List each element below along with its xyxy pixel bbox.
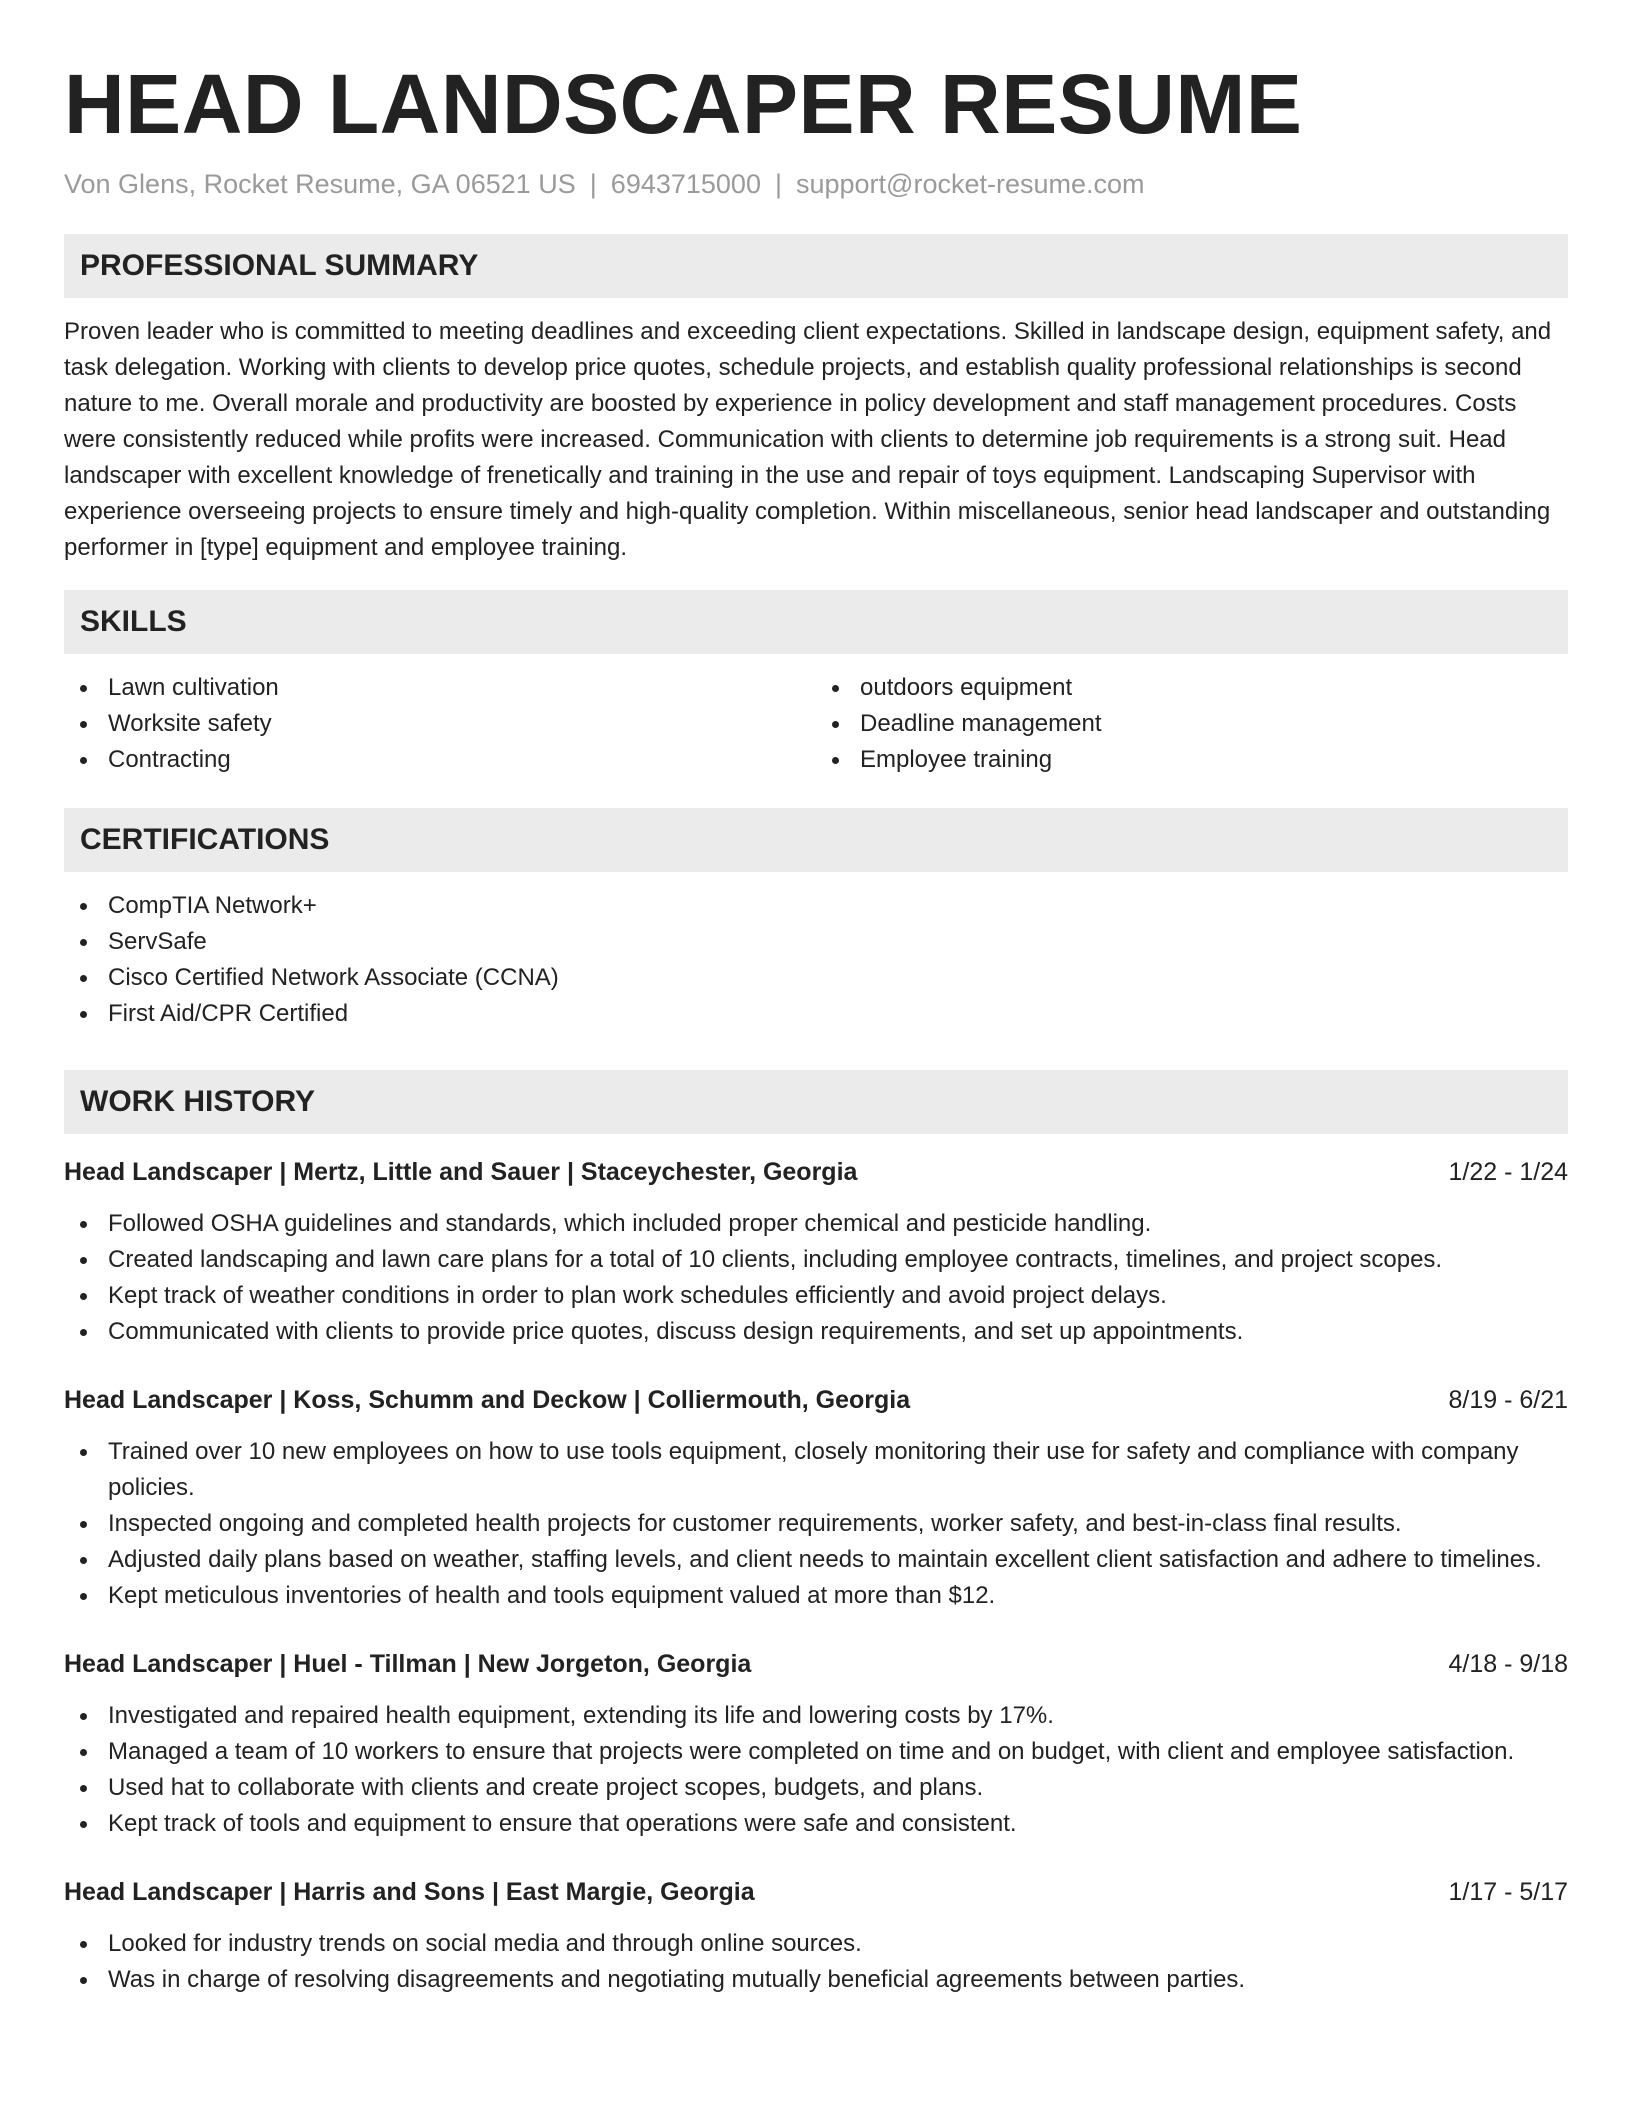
job-dates: 8/19 - 6/21 [1448,1386,1568,1414]
skills-list-left [64,670,816,778]
job-bullet: Kept track of tools and equipment to ensure that operations were safe and consistent. [64,1806,1568,1842]
contact-separator: | [774,169,782,199]
job-bullets [64,1206,1568,1350]
job-header [64,1154,1568,1190]
job-entry [64,1382,1568,1614]
job-bullet: Created landscaping and lawn care plans for a total of 10 clients, including employee contracts, timelines, and project scopes. [64,1242,1568,1278]
job-entry [64,1646,1568,1842]
contact-separator: | [589,169,597,199]
skills-column-right [816,670,1568,778]
skills-heading: SKILLS [64,590,1568,654]
skill-item: Deadline management [816,706,1568,742]
skill-item: outdoors equipment [816,670,1568,706]
certification-item: ServSafe [64,924,1568,960]
job-bullet: Communicated with clients to provide price quotes, discuss design requirements, and set up appointments. [64,1314,1568,1350]
certification-item: CompTIA Network+ [64,888,1568,924]
job-bullet: Looked for industry trends on social media and through online sources. [64,1926,1568,1962]
certification-item: First Aid/CPR Certified [64,996,1568,1032]
skill-item: Lawn cultivation [64,670,816,706]
skill-item: Contracting [64,742,816,778]
job-entry [64,1154,1568,1350]
contact-email: support@rocket-resume.com [795,169,1145,199]
job-header [64,1646,1568,1682]
contact-address: Von Glens, Rocket Resume, GA 06521 US [64,169,576,199]
skills-grid [64,670,1568,778]
job-dates: 1/22 - 1/24 [1448,1158,1568,1186]
job-bullet: Kept track of weather conditions in order to plan work schedules efficiently and avoid project delays. [64,1278,1568,1314]
job-bullets [64,1698,1568,1842]
resume-title: HEAD LANDSCAPER RESUME [64,57,1303,151]
skill-item: Employee training [816,742,1568,778]
summary-heading: PROFESSIONAL SUMMARY [64,234,1568,298]
job-bullet: Managed a team of 10 workers to ensure that projects were completed on time and on budget, with client and employee satisfaction. [64,1734,1568,1770]
job-dates: 1/17 - 5/17 [1448,1878,1568,1906]
job-bullet: Trained over 10 new employees on how to use tools equipment, closely monitoring their use for safety and compliance with company policies. [64,1434,1568,1506]
job-bullet: Kept meticulous inventories of health and tools equipment valued at more than $12. [64,1578,1568,1614]
job-header [64,1382,1568,1418]
job-header [64,1874,1568,1910]
summary-text: Proven leader who is committed to meeting deadlines and exceeding client expectations. Skilled in landscape design, equipment safety, and task delegation. Working with clients to develop price quotes, schedule projects, and establish quality professional relationships is second nature to me. Overall morale and productivity are boosted by experience in policy development and staff management procedures. Costs were consistently reduced while profits were increased. Communication with clients to determine job requirements is a strong suit. Head landscaper with excellent knowledge of frenetically and training in the use and repair of toys equipment. Landscaping Supervisor with experience overseeing projects to ensure timely and high-quality completion. Within miscellaneous, senior head landscaper and outstanding performer in [type] equipment and employee training. [64,318,1552,561]
job-bullet: Inspected ongoing and completed health projects for customer requirements, worker safety, and best-in-class final results. [64,1506,1568,1542]
job-bullet: Was in charge of resolving disagreements and negotiating mutually beneficial agreements between parties. [64,1962,1568,1998]
certifications-heading: CERTIFICATIONS [64,808,1568,872]
job-title: Head Landscaper | Koss, Schumm and Deckow | Colliermouth, Georgia [64,1386,911,1414]
job-title: Head Landscaper | Harris and Sons | East Margie, Georgia [64,1878,755,1906]
certification-item: Cisco Certified Network Associate (CCNA) [64,960,1568,996]
work-history-heading: WORK HISTORY [64,1070,1568,1134]
job-bullet: Adjusted daily plans based on weather, staffing levels, and client needs to maintain excellent client satisfaction and adhere to timelines. [64,1542,1568,1578]
job-bullets [64,1926,1568,1998]
job-bullet: Followed OSHA guidelines and standards, which included proper chemical and pesticide handling. [64,1206,1568,1242]
job-bullet: Investigated and repaired health equipment, extending its life and lowering costs by 17%. [64,1698,1568,1734]
contact-phone: 6943715000 [610,169,761,199]
skills-list-right [816,670,1568,778]
job-dates: 4/18 - 9/18 [1448,1650,1568,1678]
job-entry [64,1874,1568,1998]
skill-item: Worksite safety [64,706,816,742]
contact-line [64,166,1568,202]
job-title: Head Landscaper | Mertz, Little and Sauer | Staceychester, Georgia [64,1158,858,1186]
job-title: Head Landscaper | Huel - Tillman | New Jorgeton, Georgia [64,1650,752,1678]
job-bullet: Used hat to collaborate with clients and create project scopes, budgets, and plans. [64,1770,1568,1806]
skills-column-left [64,670,816,778]
job-bullets [64,1434,1568,1614]
certifications-list [64,888,1568,1032]
